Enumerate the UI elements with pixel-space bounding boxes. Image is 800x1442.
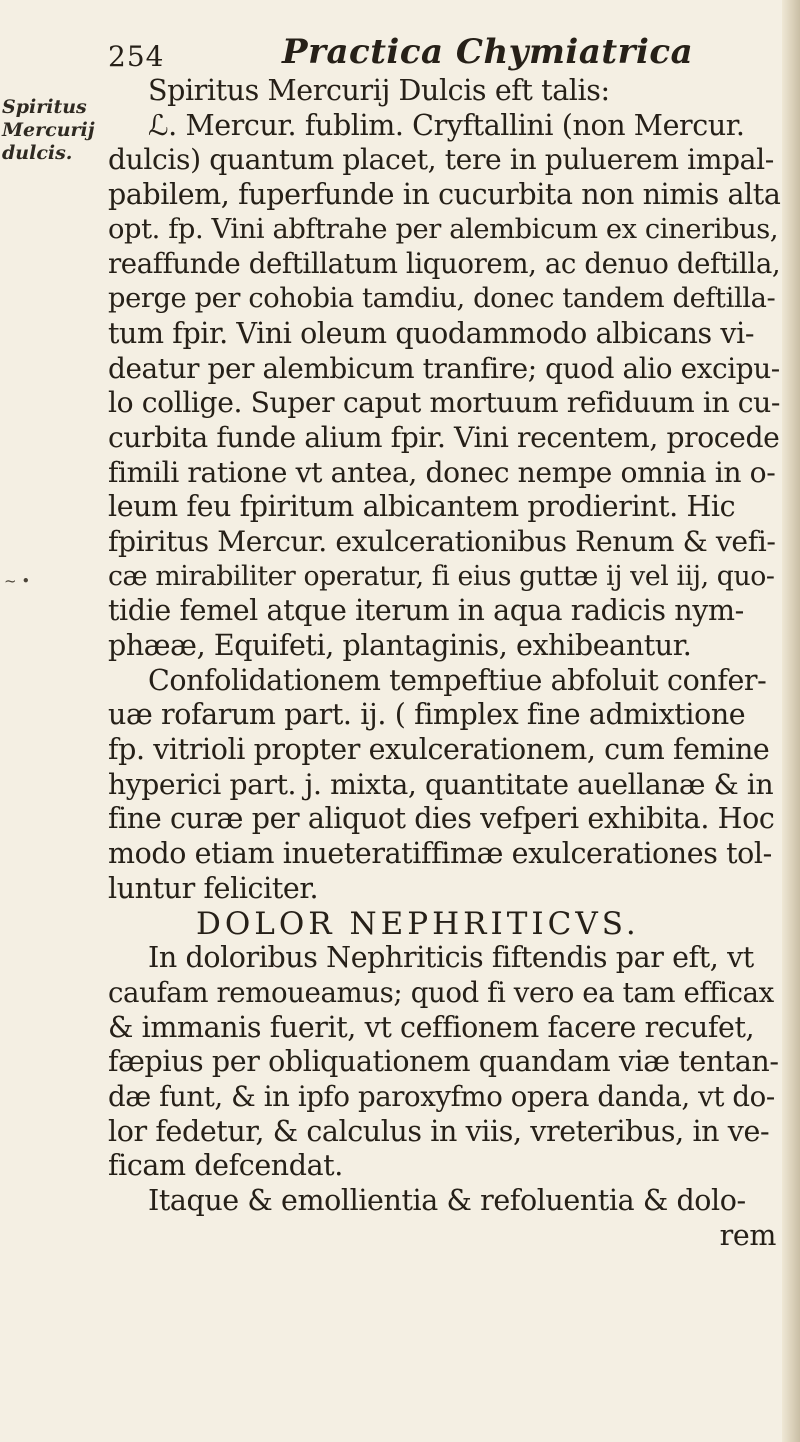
body-text bbox=[108, 74, 780, 1253]
text-line: luntur feliciter. bbox=[108, 871, 319, 905]
text-line: Spiritus Mercurij Dulcis eft talis: bbox=[148, 74, 610, 107]
text-line: dæ funt, & in ipfo paroxyfmo opera danda, vt do- bbox=[108, 1079, 775, 1113]
marginal-note-line: dulcis. bbox=[2, 142, 73, 164]
text-line: fp. vitrioli propter exulcerationem, cum femine bbox=[108, 733, 770, 767]
text-line: dulcis) quantum placet, tere in puluerem impal- bbox=[108, 143, 774, 177]
text-line: ℒ. Mercur. fublim. Cryftallini (non Mercur. bbox=[148, 108, 745, 142]
marginal-note-line: Spiritus bbox=[2, 96, 87, 118]
text-line: tidie femel atque iterum in aqua radicis nym- bbox=[108, 594, 744, 628]
text-line: fpiritus Mercur. exulcerationibus Renum & vefi- bbox=[108, 524, 776, 558]
text-line: Confolidationem tempeftiue abfoluit confer- bbox=[148, 663, 767, 697]
text-line: perge per cohobia tamdiu, donec tandem deftilla- bbox=[108, 283, 776, 315]
text-line: Itaque & emollientia & refoluentia & dolo- bbox=[148, 1184, 746, 1217]
text-line: fæpius per obliquationem quandam viæ tentan- bbox=[108, 1045, 779, 1079]
text-line: phææ, Equifeti, plantaginis, exhibeantur. bbox=[108, 629, 692, 662]
text-line: cæ mirabiliter operatur, fi eius guttæ ij vel iij, quo- bbox=[108, 560, 775, 592]
text-line: uæ rofarum part. ij. ( fimplex fine admixtione bbox=[108, 698, 746, 732]
running-title: Practica Chymiatrica bbox=[282, 32, 694, 72]
section-heading: DOLOR NEPHRITICVS. bbox=[196, 905, 640, 942]
running-head bbox=[0, 26, 800, 76]
catchword: rem bbox=[719, 1218, 776, 1252]
text-line: fimili ratione vt antea, donec nempe omnia in o- bbox=[108, 455, 776, 489]
text-line: & immanis fuerit, vt ceffionem facere recufet, bbox=[108, 1010, 755, 1044]
page-number: 254 bbox=[108, 40, 165, 73]
text-line: In doloribus Nephriticis fiftendis par eft, vt bbox=[148, 941, 754, 975]
marginal-mark: ~ • bbox=[4, 572, 31, 590]
text-line: pabilem, fuperfunde in cucurbita non nimis alta bbox=[108, 178, 781, 212]
text-line: lor fedetur, & calculus in viis, vreteribus, in ve- bbox=[108, 1114, 770, 1148]
text-line: modo etiam inueteratiffimæ exulcerationes tol- bbox=[108, 837, 772, 871]
text-line: tum fpir. Vini oleum quodammodo albicans vi- bbox=[108, 316, 755, 350]
marginal-note-line: Mercurij bbox=[2, 119, 95, 141]
marginal-note bbox=[2, 96, 102, 165]
text-line: reaffunde deftillatum liquorem, ac denuo deftilla, bbox=[108, 247, 781, 281]
text-line: curbita funde alium fpir. Vini recentem, procede bbox=[108, 420, 780, 454]
text-line: caufam remoueamus; quod fi vero ea tam efficax bbox=[108, 975, 774, 1009]
text-line: ficam defcendat. bbox=[108, 1149, 343, 1183]
text-line: fine curæ per aliquot dies vefperi exhibita. Hoc bbox=[108, 802, 775, 836]
page-edge-shadow bbox=[782, 0, 800, 1442]
text-line: deatur per alembicum tranfire; quod alio excipu- bbox=[108, 351, 780, 385]
text-line: hyperici part. j. mixta, quantitate auellanæ & in bbox=[108, 767, 774, 801]
text-line: leum feu fpiritum albicantem prodierint. Hic bbox=[108, 490, 736, 524]
text-line: opt. fp. Vini abftrahe per alembicum ex cineribus, bbox=[108, 213, 779, 245]
text-line: lo collige. Super caput mortuum refiduum in cu- bbox=[108, 386, 781, 420]
